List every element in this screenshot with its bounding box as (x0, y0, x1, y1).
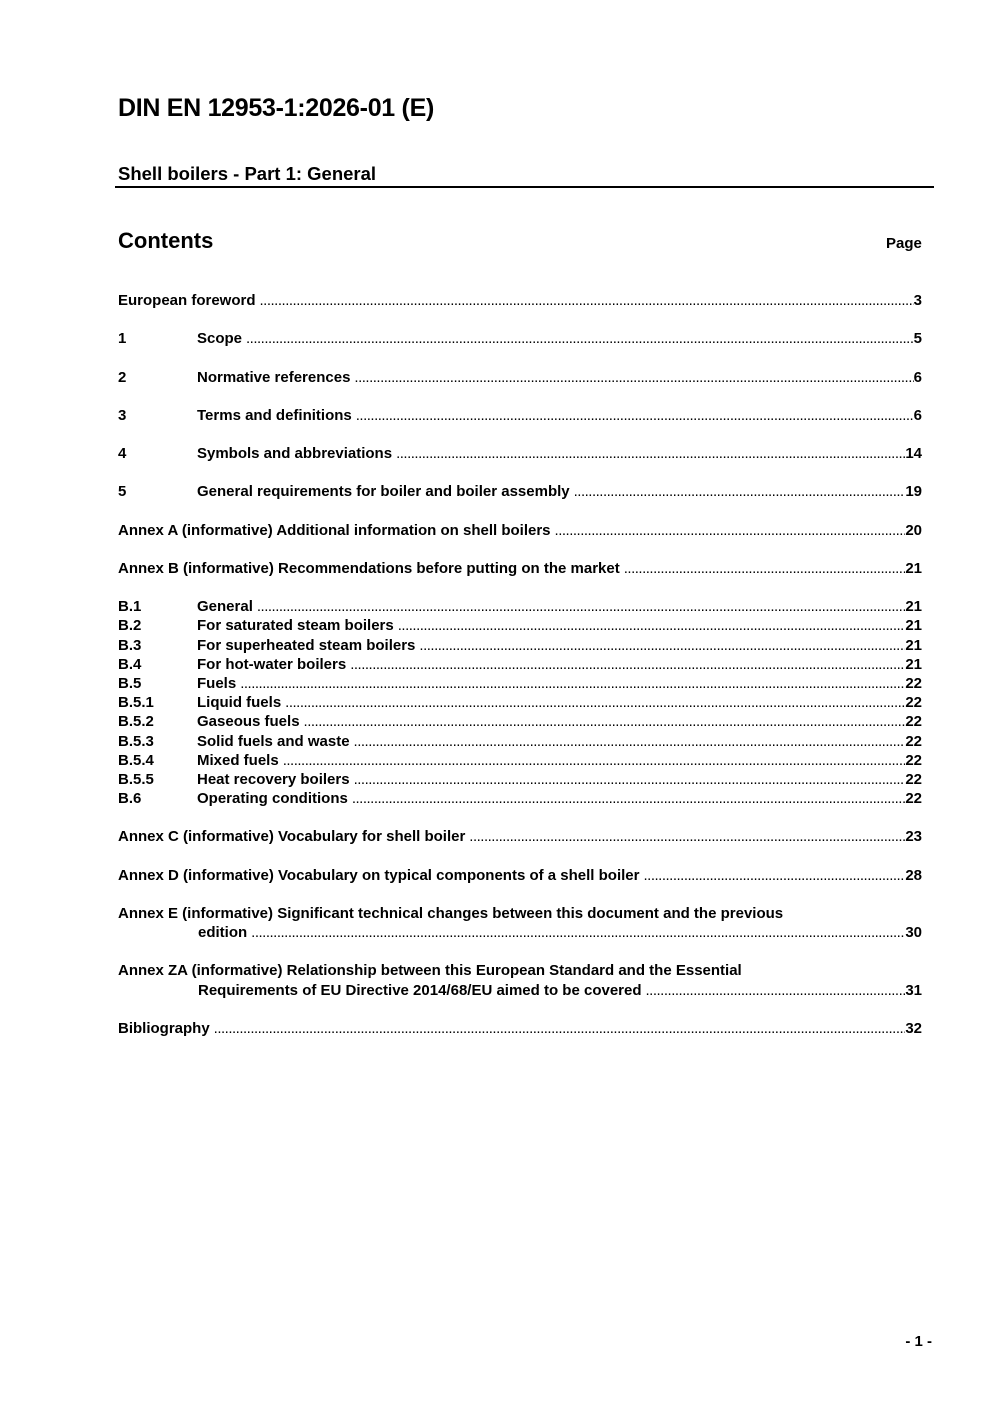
toc-leader-dots (257, 597, 905, 616)
toc-entry-number: B.5.5 (118, 770, 154, 788)
toc-entry-title: Fuels (197, 675, 237, 692)
toc-entry-number: 4 (118, 445, 127, 463)
toc-leader-dots (396, 444, 905, 463)
toc-entry-annex-c[interactable] (118, 827, 922, 846)
toc-leader-dots (352, 789, 905, 808)
toc-leader-dots (285, 693, 905, 712)
toc-entry-page: 23 (905, 828, 922, 846)
toc-entry-title: Heat recovery boilers (197, 770, 350, 788)
toc-entry-title: Annex ZA (informative) Relationship between this European Standard and the Essential (118, 962, 742, 980)
toc-entry-page: 21 (905, 598, 922, 616)
toc-entry-page: 3 (913, 292, 922, 309)
toc-entry-page: 20 (905, 521, 922, 539)
toc-entry-title: For hot-water boilers (197, 655, 347, 673)
toc-entry-page: 5 (913, 330, 922, 348)
document-title: DIN EN 12953-1:2026-01 (E) (118, 94, 434, 122)
table-of-contents (118, 291, 922, 1038)
toc-entry-b4[interactable] (118, 655, 922, 674)
toc-entry-page: 6 (913, 406, 922, 424)
toc-leader-dots (354, 368, 913, 387)
toc-entry-page: 32 (905, 1019, 922, 1037)
toc-entry-title: Solid fuels and waste (197, 732, 350, 750)
toc-entry-b3[interactable] (118, 636, 922, 655)
toc-leader-dots (214, 1019, 906, 1038)
toc-entry-title: Annex B (informative) Recommendations before putting on the market (118, 559, 620, 577)
toc-entry-number: B.4 (118, 655, 142, 673)
toc-entry-title: Annex D (informative) Vocabulary on typical components of a shell boiler (118, 866, 640, 884)
toc-entry-b2[interactable] (118, 616, 922, 635)
toc-entry-title: Bibliography (118, 1019, 210, 1037)
toc-entry-number: B.2 (118, 617, 142, 635)
toc-entry-page: 21 (905, 636, 922, 654)
toc-entry-scope[interactable] (118, 329, 922, 348)
toc-entry-title: Scope (197, 330, 243, 348)
toc-entry-page: 6 (913, 368, 922, 386)
toc-entry-page: 21 (905, 559, 922, 577)
toc-entry-foreword[interactable] (118, 291, 922, 310)
toc-entry-title: Mixed fuels (197, 751, 279, 769)
toc-entry-b5-5[interactable] (118, 770, 922, 789)
toc-entry-title: Operating conditions (197, 790, 348, 808)
toc-entry-title: European foreword (118, 292, 256, 309)
toc-entry-title: Gaseous fuels (197, 713, 300, 731)
toc-entry-annex-d[interactable] (118, 866, 922, 885)
toc-entry-normative-references[interactable] (118, 368, 922, 387)
toc-entry-page: 31 (905, 981, 922, 999)
toc-entry-bibliography[interactable] (118, 1019, 922, 1038)
toc-entry-b5-2[interactable] (118, 712, 922, 731)
page-number: - 1 - (905, 1333, 932, 1350)
toc-leader-dots (240, 674, 905, 693)
toc-entry-title: Normative references (197, 368, 351, 386)
toc-entry-title: General (197, 598, 253, 616)
toc-entry-number: 5 (118, 483, 127, 501)
toc-entry-number: B.3 (118, 636, 142, 654)
toc-entry-page: 14 (905, 445, 922, 463)
toc-entry-annex-e-line2[interactable] (118, 923, 922, 942)
toc-leader-dots (419, 636, 905, 655)
toc-entry-number: B.6 (118, 790, 142, 808)
toc-entry-number: B.5.1 (118, 694, 154, 712)
toc-leader-dots (354, 732, 906, 751)
toc-entry-number: 3 (118, 406, 127, 424)
toc-leader-dots (469, 827, 905, 846)
toc-leader-dots (246, 329, 914, 348)
toc-entry-number: B.1 (118, 598, 142, 616)
toc-entry-title: For superheated steam boilers (197, 636, 416, 654)
toc-entry-title-continued: Requirements of EU Directive 2014/68/EU aimed to be covered (198, 981, 642, 999)
toc-entry-terms-definitions[interactable] (118, 406, 922, 425)
toc-entry-general-requirements[interactable] (118, 482, 922, 501)
toc-entry-annex-b[interactable] (118, 559, 922, 578)
toc-entry-b5-1[interactable] (118, 693, 922, 712)
toc-entry-b1[interactable] (118, 597, 922, 616)
toc-leader-dots (356, 406, 914, 425)
toc-entry-title: Annex E (informative) Significant technical changes between this document and the previous (118, 904, 784, 922)
toc-leader-dots (350, 655, 905, 674)
toc-leader-dots (283, 751, 906, 770)
toc-entry-title: Terms and definitions (197, 406, 352, 424)
toc-leader-dots (354, 770, 906, 789)
toc-leader-dots (304, 712, 906, 731)
toc-leader-dots (643, 866, 905, 885)
toc-entry-title: Annex C (informative) Vocabulary for shell boiler (118, 828, 466, 846)
contents-heading: Contents (118, 228, 214, 253)
toc-entry-annex-za-line1[interactable] (118, 961, 922, 980)
toc-leader-dots (260, 291, 914, 310)
toc-entry-number: B.5.4 (118, 751, 154, 769)
toc-entry-page: 22 (905, 770, 922, 788)
toc-entry-page: 22 (905, 694, 922, 712)
toc-leader-dots (251, 923, 905, 942)
toc-entry-annex-za-line2[interactable] (118, 981, 922, 1000)
toc-entry-b6[interactable] (118, 789, 922, 808)
toc-entry-number: B.5.2 (118, 713, 154, 731)
toc-entry-b5-4[interactable] (118, 751, 922, 770)
toc-entry-title: Liquid fuels (197, 694, 282, 712)
toc-entry-number: 2 (118, 368, 127, 386)
toc-entry-annex-e-line1[interactable] (118, 904, 922, 923)
toc-entry-b5-3[interactable] (118, 732, 922, 751)
toc-entry-title: Symbols and abbreviations (197, 445, 393, 463)
toc-entry-title: For saturated steam boilers (197, 617, 394, 635)
toc-leader-dots (624, 559, 906, 578)
toc-entry-annex-a[interactable] (118, 521, 922, 540)
toc-entry-b5[interactable] (118, 674, 922, 693)
toc-entry-symbols-abbreviations[interactable] (118, 444, 922, 463)
toc-entry-page: 22 (905, 732, 922, 750)
toc-leader-dots (574, 482, 906, 501)
subtitle-divider (115, 186, 934, 188)
toc-leader-dots (555, 521, 906, 540)
toc-entry-number: B.5.3 (118, 732, 154, 750)
toc-entry-page: 22 (905, 751, 922, 769)
toc-entry-number: B.5 (118, 675, 142, 692)
document-subtitle: Shell boilers - Part 1: General (118, 163, 377, 184)
toc-entry-page: 22 (905, 713, 922, 731)
toc-entry-page: 21 (905, 655, 922, 673)
toc-entry-title: General requirements for boiler and boiler assembly (197, 483, 570, 501)
toc-entry-page: 21 (905, 617, 922, 635)
toc-entry-page: 19 (905, 483, 922, 501)
toc-entry-title-continued: edition (198, 924, 248, 942)
toc-leader-dots (398, 616, 906, 635)
page-column-heading: Page (886, 235, 922, 252)
toc-entry-page: 22 (905, 675, 922, 692)
toc-entry-page: 28 (905, 866, 922, 884)
toc-entry-title: Annex A (informative) Additional information on shell boilers (118, 521, 551, 539)
toc-leader-dots (646, 981, 906, 1000)
toc-entry-page: 22 (905, 790, 922, 808)
toc-entry-page: 30 (905, 924, 922, 942)
toc-entry-number: 1 (118, 330, 127, 348)
